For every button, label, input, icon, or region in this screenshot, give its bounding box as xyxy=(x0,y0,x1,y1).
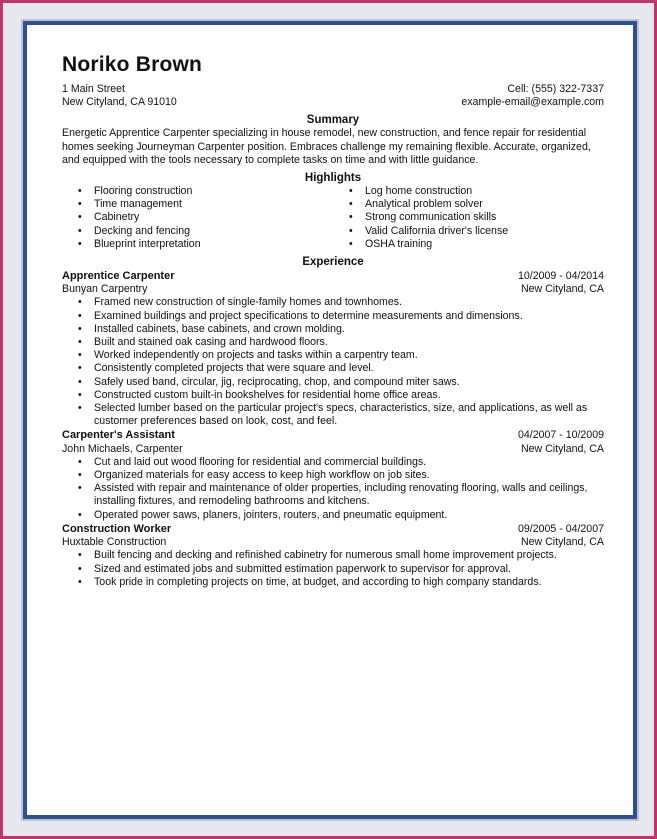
highlights-heading: Highlights xyxy=(304,172,362,185)
job-location: New Cityland, CA xyxy=(520,283,604,296)
job-title: Apprentice Carpenter xyxy=(62,270,175,283)
list-item: • Decking and fencing xyxy=(62,225,333,238)
job-title-row xyxy=(62,270,604,283)
list-item: • Time management xyxy=(62,198,333,211)
contact-row-2 xyxy=(62,96,604,109)
list-item: • Cabinetry xyxy=(62,211,333,224)
job-title: Construction Worker xyxy=(62,522,172,535)
list-item: • Flooring construction xyxy=(62,185,333,198)
resume-page xyxy=(23,21,637,819)
job-company: Huxtable Construction xyxy=(62,536,167,549)
job-duties-list xyxy=(62,456,604,522)
list-item: • Safely used band, circular, jig, reciprocating, chop, and compound miter saws. xyxy=(62,376,604,389)
list-item: • Constructed custom built-in bookshelves for residential home office areas. xyxy=(62,389,604,402)
job-entry xyxy=(62,270,604,428)
job-title-row xyxy=(62,523,604,536)
list-item: • Built fencing and decking and refinished cabinetry for numerous small home improvement projects. xyxy=(62,549,604,562)
job-company-row xyxy=(62,536,604,549)
job-entry xyxy=(62,429,604,521)
job-entry xyxy=(62,523,604,589)
job-location: New Cityland, CA xyxy=(520,536,604,549)
list-item: • Valid California driver's license xyxy=(333,225,604,238)
experience-heading: Experience xyxy=(302,256,364,269)
list-item: • Strong communication skills xyxy=(333,211,604,224)
job-dates: 09/2005 - 04/2007 xyxy=(517,522,604,535)
list-item: • Worked independently on projects and tasks within a carpentry team. xyxy=(62,349,604,362)
list-item: • Sized and estimated jobs and submitted estimation paperwork to supervisor for approval. xyxy=(62,563,604,576)
list-item: • Examined buildings and project specifications to determine measurements and dimensions. xyxy=(62,310,604,323)
list-item: • Consistently completed projects that were square and level. xyxy=(62,362,604,375)
list-item: • Installed cabinets, base cabinets, and crown molding. xyxy=(62,323,604,336)
list-item: • Selected lumber based on the particular project's specs, characteristics, size, and applications, as well as customer preferences based on look, cost, and feel. xyxy=(62,402,604,428)
list-item: • Organized materials for easy access to keep high workflow on job sites. xyxy=(62,469,604,482)
email-address: example-email@example.com xyxy=(461,96,604,109)
summary-text: Energetic Apprentice Carpenter specializing in house remodel, new construction, and fence repair for residential homes seeking Journeyman Carpenter position. Embraces challenge my remaining flexible. Accurate, organized, and equipped with the tools necessary to complete tasks on time and with little guidance. xyxy=(62,127,591,166)
list-item: • Took pride in completing projects on time, at budget, and according to high company standards. xyxy=(62,576,604,589)
list-item: • Log home construction xyxy=(333,185,604,198)
job-dates: 04/2007 - 10/2009 xyxy=(517,429,604,442)
list-item: • Blueprint interpretation xyxy=(62,238,333,251)
job-duties-list xyxy=(62,296,604,428)
job-company: John Michaels, Carpenter xyxy=(62,442,183,455)
job-company: Bunyan Carpentry xyxy=(62,283,148,296)
contact-row-1 xyxy=(62,83,604,96)
list-item: • Analytical problem solver xyxy=(333,198,604,211)
highlights-left-list xyxy=(62,185,333,251)
summary-heading: Summary xyxy=(306,114,360,127)
job-location: New Cityland, CA xyxy=(520,442,604,455)
list-item: • Built and stained oak casing and hardwood floors. xyxy=(62,336,604,349)
list-item: • Operated power saws, planers, jointers, routers, and pneumatic equipment. xyxy=(62,509,604,522)
address-line-1: 1 Main Street xyxy=(62,83,126,95)
list-item: • Framed new construction of single-family homes and townhomes. xyxy=(62,296,604,309)
highlights-columns xyxy=(62,185,604,251)
list-item: • Assisted with repair and maintenance of older properties, including renovating flooring, walls and ceilings, installing fixtures, and remodeling bathrooms and kitchens. xyxy=(62,482,604,508)
highlights-right-list xyxy=(333,185,604,251)
phone-number: Cell: (555) 322-7337 xyxy=(507,83,604,95)
job-title: Carpenter's Assistant xyxy=(62,429,175,442)
candidate-name: Noriko Brown xyxy=(62,53,203,76)
job-duties-list xyxy=(62,549,604,589)
list-item: • Cut and laid out wood flooring for residential and commercial buildings. xyxy=(62,456,604,469)
list-item: • OSHA training xyxy=(333,238,604,251)
job-title-row xyxy=(62,429,604,442)
job-company-row xyxy=(62,283,604,296)
address-line-2: New Cityland, CA 91010 xyxy=(62,96,177,109)
job-company-row xyxy=(62,443,604,456)
resume-content xyxy=(62,53,604,589)
job-dates: 10/2009 - 04/2014 xyxy=(517,270,604,283)
